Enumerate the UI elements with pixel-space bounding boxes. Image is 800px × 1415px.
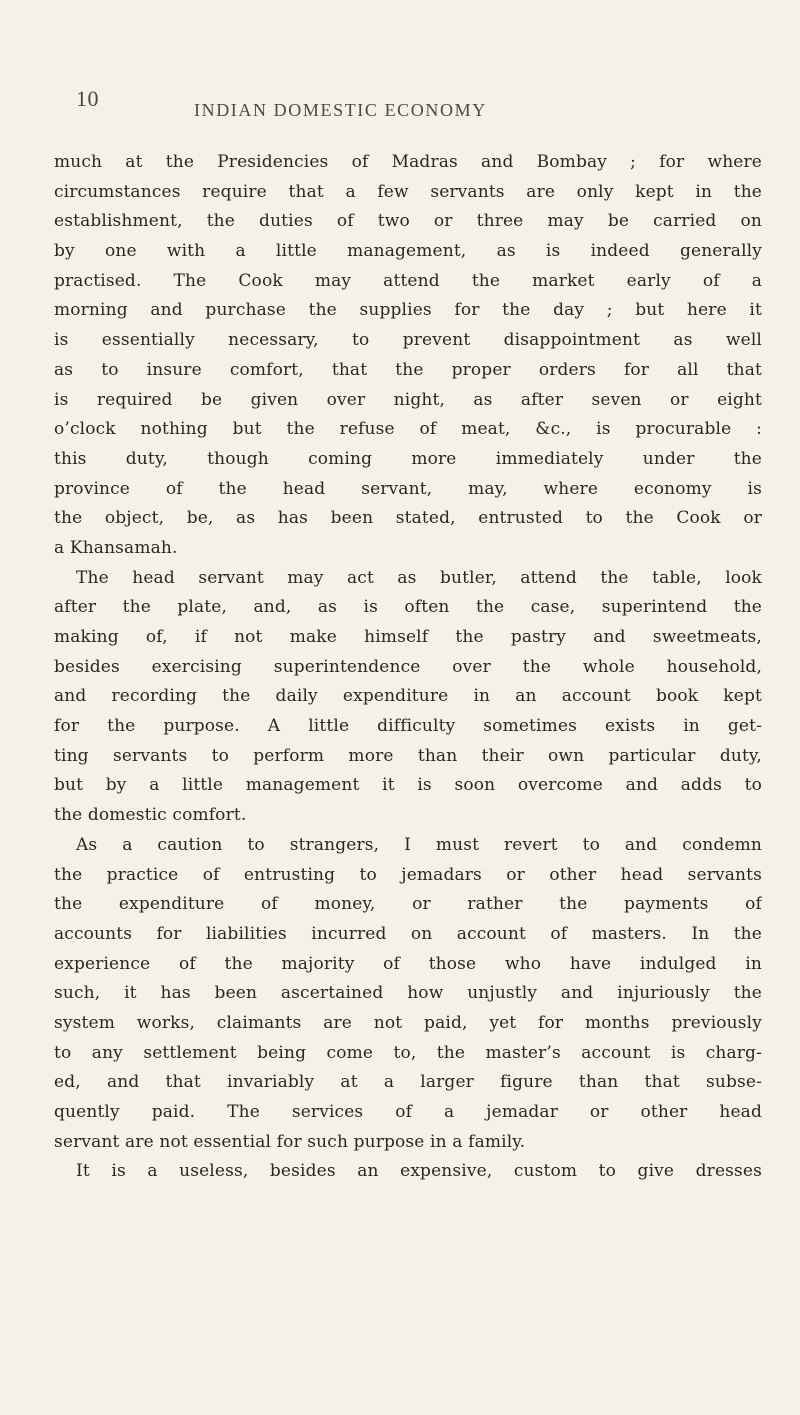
text-line: the object, be, as has been stated, entrusted to the Cook or: [54, 508, 762, 529]
text-line: o’clock nothing but the refuse of meat, &c., is procurable :: [54, 419, 762, 440]
text-line: morning and purchase the supplies for the day ; but here it: [54, 300, 762, 321]
body-text: [54, 148, 762, 1187]
text-line: practised. The Cook may attend the market early of a: [54, 270, 762, 291]
text-line: The head servant may act as butler, attend the table, look: [76, 567, 762, 588]
text-line: for the purpose. A little difficulty sometimes exists in get-: [54, 716, 762, 737]
text-line: besides exercising superintendence over the whole household,: [54, 656, 762, 677]
text-line: It is a useless, besides an expensive, custom to give dresses: [76, 1161, 762, 1182]
text-line: the expenditure of money, or rather the payments of: [54, 894, 762, 915]
text-line: such, it has been ascertained how unjustly and injuriously the: [54, 983, 762, 1004]
text-line: the practice of entrusting to jemadars or other head servants: [54, 864, 762, 885]
text-line: a Khansamah.: [54, 537, 178, 558]
text-line: but by a little management it is soon overcome and adds to: [54, 775, 762, 796]
text-line: quently paid. The services of a jemadar or other head: [54, 1102, 762, 1122]
text-line: as to insure comfort, that the proper orders for all that: [54, 359, 762, 380]
text-line: circumstances require that a few servants are only kept in the: [54, 181, 762, 202]
text-line: to any settlement being come to, the master’s account is charg-: [54, 1042, 762, 1063]
text-line: after the plate, and, as is often the case, superintend the: [54, 597, 762, 618]
text-line: experience of the majority of those who have indulged in: [54, 953, 762, 974]
page-number: 10: [76, 86, 99, 111]
text-line: ting servants to perform more than their own particular duty,: [54, 745, 762, 766]
text-line: accounts for liabilities incurred on account of masters. In the: [54, 923, 762, 944]
text-line: and recording the daily expenditure in an account book kept: [54, 686, 762, 707]
text-line: by one with a little management, as is indeed generally: [54, 241, 762, 262]
text-line: the domestic comfort.: [54, 805, 247, 826]
text-line: province of the head servant, may, where economy is: [54, 478, 762, 499]
text-line: ed, and that invariably at a larger figure than that subse-: [54, 1072, 762, 1093]
text-line: is required be given over night, as after seven or eight: [54, 389, 762, 410]
text-line: this duty, though coming more immediately under the: [54, 448, 762, 469]
text-line: making of, if not make himself the pastry and sweetmeats,: [54, 627, 762, 647]
page-header: [76, 86, 756, 126]
text-line: system works, claimants are not paid, yet for months previously: [54, 1012, 762, 1033]
text-line: servant are not essential for such purpose in a family.: [54, 1131, 526, 1152]
text-line: is essentially necessary, to prevent disappointment as well: [54, 330, 762, 351]
running-head: INDIAN DOMESTIC ECONOMY: [194, 100, 487, 120]
text-line: much at the Presidencies of Madras and Bombay ; for where: [54, 152, 762, 172]
text-line: As a caution to strangers, I must revert to and condemn: [76, 834, 762, 855]
text-line: establishment, the duties of two or three may be carried on: [54, 211, 762, 232]
